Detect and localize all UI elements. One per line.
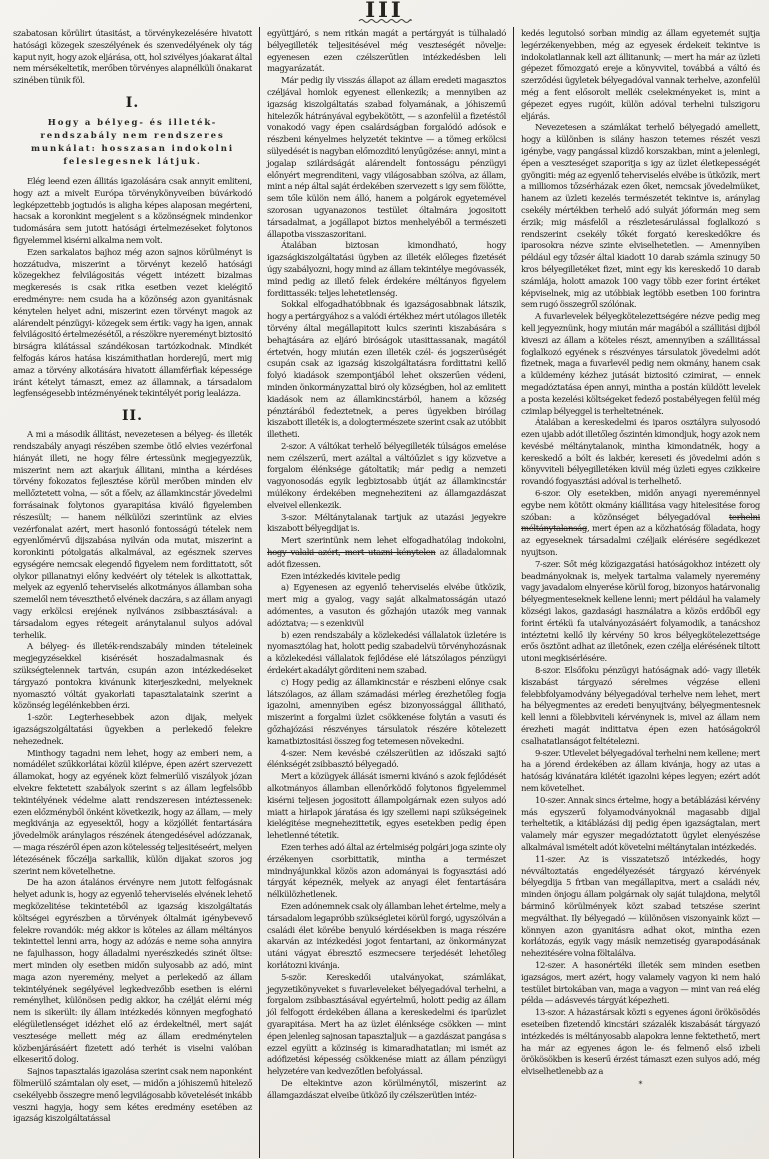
paragraph: 12-szer. A hasonértéki illeték sem minden esetben igazságos, mert azért, hogy valamely vagyon ki nem haló testület birtokában van, maga a vagyon — mint van reá elég példa — adásvevés tárgyát képezheti. (521, 960, 760, 1007)
paragraph: szabatosan körülirt útasitást, a törvénykezelésére hivatott hatósági közegek szeszélyének és szenvedélyének oly tág kaput nyit, hogy azok eljárása, ott, hol szivélyes jóakarat által nem mérsékeltetik, merőben törvényes alapnélküli önakarat szinében tünik föl. (13, 29, 252, 87)
paragraph: A fuvarlevelek bélyegkötelezettségére nézve pedig meg kell jegyeznünk, hogy miután már magából a szállitási dijból kiveszi az állam a köteles részt, amennyiben a szállitással foglalkozó egyének s részvényes társulatok jövedelmi adót fizetnek, maga a fuvarlevél pedig nem okmány, hanem csak a küldemény kézhez jutását biztositó czimirat, — ennek megadóztatása épen annyi, mintha a postán küldött levelek a posta kezelési költségeket fedező postabélyegen felül még czimlap bélyeggel is terheltetnének. (521, 312, 760, 417)
paragraph: Ezen sarkalatos bajhoz még azon sajnos körülményt is hozzátudva, miszerint a törvényt kezelő hatósági közegekhez felvilágositás végett intézett bizalmas megkeresés is csak ritka esetben vezet kielégitő eredményre: nem csuda ha a közönség azon gyanitásnak kénytelen helyet adni, miszerint ezen törvényt magok az alárendelt pénzügyi- közegek sem értik: vagy ha igen, annak felvilágositó értelmezésétől, a részökre nyereményt biztositó birságra kilátással szándékosan tartózkodnak. Mindkét felfogás káros hatása kiszámithatlan horderejű, mert mig amaz a törvény alkotására hivatott államférfiak képessége iránt kételyt támaszt, emez az államnak, a társadalom legfenségesebb intézményének tekintélyét porig lealázza. (13, 247, 252, 400)
paragraph: Elég leend ezen állitás igazolására csak annyit emliteni, hogy azt a mivelt Európa törvénykönyveiben búvárkodó legképzettebb jogtudós is aligha képes alaposan megérteni, hacsak a koronkint megjelent s a közönségnek mindenkor tudomására sem jutott hatósági értelmezéseket folytonos figyelemmel kisérni alkalma nem volt. (13, 176, 252, 246)
text-segment: Mert szerintünk nem lehet elfogadhatólag indokolni, (281, 536, 506, 547)
paragraph: Ezen adónemnek csak oly államban lehet értelme, mely a társadalom legapróbb szükségletei körül forgó, ugyszólván a családi élet körébe benyuló kérdésekben is maga részére akarván az intézkedési jogot fentartani, az önkormányzat utáni vágyat ébresztő eszmecsere terjedését lehetőleg korlátozni kivánja. (267, 901, 506, 971)
paragraph: kedés legutolsó sorban mindig az állam egyetemét sujtja legérzékenyebben, még az egyesek érdekeit tekintve is indokolatlannak kell azt állitanunk; — mert ha már az üzleti gépezet főmozgató ereje a könyvvitel, továbbá a váltó és szerződési ügyletek bélyegadóval vannak terhelve, azonfelül még a fent elősorolt mellék cselekményeket is, mint a gépezet egyes rugóit, külön adóval terhelni tulszigoru eljárás. (521, 29, 760, 122)
paragraph: Ezen terhes adó által az értelmiség polgári joga szinte oly érzékenyen csorbittatik, mintha a természet mindnyájunkkal közös azon adományai is fogyasztási adó tárgyát képeznék, melyek az anyagi élet fentartására nélkülözhetlenek. (267, 842, 506, 901)
paragraph: 8-szor. Elsőfoku pénzügyi hatóságnak adó- vagy illeték kiszabást tárgyazó sérelmes végzése elleni felebbfolyamodvány bélyegadóval terhelve nem lehet, mert ha bélyegmentes az eredeti benyujtvány, bélyegmentesnek kell lenni a fölebbviteli kérvénynek is, mivel az állam nem érezheti magát indittatva épen ezen hatóságokról csalhatatlanságot feltételezni. (521, 666, 760, 747)
struck-text: hogy valaki azért, mert utazni kénytelen (267, 548, 436, 559)
text-columns (6, 27, 767, 1158)
struck-text: terhelni méltánytalanság (521, 512, 760, 535)
section-number: II. (122, 408, 143, 425)
paragraph: A bélyeg- és illeték-rendszabály minden tételeinek megjegyzésekkel kisérését hoszadalmasnak és szükségtelennek tartván, csupán azon intézkedéseket tárgyazó pontokra kivánunk kiterjeszkedni, melyeknek nyomasztó vóltát gyakorlati tapasztalataink szerint a közönség legélénkebben érzi. (13, 642, 252, 712)
paragraph: 1-ször. Legterhesebbek azon dijak, melyek igazságszolgáltatási ügyekben a perlekedő felekre nehezednek. (13, 713, 252, 747)
paragraph: Sajnos tapasztalás igazolása szerint csak nem naponként fölmerülő számtalan oly eset, — midőn a jóhiszemű hitelező csekélyebb összegre menő legvilágosabb követelését inkább veszni hagyja, hogy sem kétes eredmény esetében az igazság kiszolgáltatással (13, 1067, 252, 1125)
paragraph: 11-szer. Az is visszatetsző intézkedés, hogy névváltoztatás engedélyezését tárgyazó kérvények bélyegdija 5 frtban van megállapitva, mert a családi név, minden önjogu állam polgárnak oly saját tulajdona, melytől bárminő körülmények közt szabad tetszése szerint megválthat. Ily bélyegadó — különösen viszonyaink közt — könnyen azon gyanitásra adhat okot, mintha ezen korlátozás, egyik vagy másik nemzetiség gyarapodásának nehezitésére volna föltalálva. (521, 854, 760, 960)
paragraph: Mert a közügyek állását ismerni kivánó s azok fejlődését alkotmányos államban ellenőrködő folytonos figyelemmel kisérni teljesen jogositott állampolgárnak ezen sulyos adó miatt a hirlapok járatása és igy szellemi napi szükségeinek kielégitése megnehezittetik, egyes esetekben pedig épen lehetlenné tétetik. (267, 772, 506, 842)
paragraph: 10-szer. Annak sincs értelme, hogy a betáblázási kérvény más egyszerű folyamodványoknál magasabb dijjal terheltetik, a kitáblázási dij pedig épen igazságtalan, mert valamely már egyszer megadóztatott ügylet elenyészése alkalmával ismételt adót követelni méltánytalan intézkedés. (521, 795, 760, 853)
paragraph: Nevezetesen a számlákat terhelő bélyegadó amellett, hogy a különben is silány haszon tetemes részét veszi igénybe, vagy pangással küzdő korszakban, mint a jelenlegi, épen a veszteséget szaporitja s igy az üzlet életkepességét gyöngiti: még az egyenlő teherviselés elvébe is ütközik, mert a milliomos tőzsérházak ezen őket, nemcsak jövedelmüket, hanem az üzleti kezelés természetét tekintve is, aránylag csekély mértékben terhelő adó sulyát jóformán meg sem érzik; mig másfelől a részletesárulással foglalkozó s rendszerint csekély tőkét forgató kereskedőkre és iparosokra nézve szinte elviselhetetlen. — Amennyiben például egy tőzsér által kiadott 10 darab számla szinugy 50 kros bélyegilletéket fizet, mint egy kis kereskedő 10 darab számlája, holott amazok 100 vagy több ezer forint értéket képviselnek, mig az utóbbiak legtöbb esetben 100 forintra sem rugó összegről szólónak. (521, 123, 760, 311)
paragraph: 7-szer. Sőt még közigazgatási hatóságokhoz intézett oly beadmányoknak is, melyek tartalma valamely nyeremény vagy javadalom elnyerése körül forog, bizonyos határvonalig bélyegmenteseknek kellene lenni; mert például ha valamely községi lakos, gazdasági használatra a közös erdőből egy forint értékü fa utalványozásáért folyamodik, a tanácshoz intéztetni kellő ily kérvény 50 kros bélyegkötelezettsége erős ösztönt adhat az illetőnek, ezen czélja elérésének tiltott utoni megkisérlésére. (521, 559, 760, 665)
paragraph: 13-szor. A házastársak közti s egyenes ágoni örökösödés eseteiben fizetendő kincstári százalék kiszabását tárgyazó intézkedés is méltányosabb alapokra lenne fektethető, mert ha már az egyenes ágon le- és felmenő első izbeli örökösökben is keserű érzést támaszt ezen sulyos adó, még elviselhetlenebb az a (521, 1008, 760, 1078)
paragraph: 4-szer. Nem kevésbé czélszerütlen az időszaki sajtó élénkségét zsibbasztó bélyegadó. (267, 748, 506, 771)
paragraph: Már pedig ily visszás állapot az állam eredeti magasztos czéljával homlok egyenest ellenkezik; a mennyiben az igazság kiszolgáltatás szabad folyamának, a jóhiszemű hitelezők hátrányával egybekötött, — s azonfelül a fizetéstől vonakodó vagy épen csalárdságban forgalódó adósok e részbeni kényelmes helyzetét tekintve — a tömeg erkölcsi sülyedését is nagyban előmozditó lenyűgözése: annyi, mint a jogalap szilárdságát alárendelt fontosságu pénzügyi előnyért megrenditeni, vagy világosabban szólva, az állam, mint a nép által saját érdekében szervezett s igy sem fölötte, sem tőle külön nem álló, hanem a polgárok egyetemével szorosan ugyanazonos testület óltalmára jogositott társadalmat, a jogállapot biztos menhelyéből a természeti állapotba visszaszoritani. (267, 76, 506, 240)
section-number: I. (125, 94, 140, 111)
paragraph: Átalában biztosan kimondható, hogy igazságkiszolgáltatási ügyben az illeték előleges fizetését úgy szabályozni, hogy mind az állam tekintélye megóvassék, mind pedig az illető felek érdekére méltányos figyelem fordittassék: teljes lehetetlenség. (267, 241, 506, 299)
end-mark: * (638, 1079, 643, 1089)
paragraph: De eltekintve azon körülménytől, miszerint az államgazdászat elveibe ütköző ily czélszerütlen intéz- (267, 1078, 506, 1101)
paragraph (267, 536, 506, 571)
column-3 (513, 27, 767, 1158)
text-segment: az álladalomnak adót fizessen. (267, 548, 506, 570)
column-2 (259, 27, 513, 1158)
paragraph: De ha azon átalános érvényre nem jutott felfogásnak helyet adunk is, hogy az egyenlő teherviselés elvének lehető megközelitése tekintetéből az igazság kiszolgáltatás költségei egyrészben a törvények óltalmát igénybevevő felekre rovandók: még akkor is köteles az állam méltányos tekintettel lenni arra, hogy az adózás e neme soha annyira ne fajulhasson, hogy álladalmi nyerészkedés szinét öltse: mert minden oly esetben midőn sulyosabb az adó, mint maga azon nyeremény, melyet a perlekedő az állam tekintélyének segélyével legkedvezőbb esetben is elérni reménylhet, különösen pedig akkor, ha czélját elérni még nem is sikerült: ily állam intézkedés könnyen megfogható elégületlenséget idézhet elő az érdekeltnél, mert saját vesztesége mellett még az állam eredménytelen közbenjárásáért fizetett adó terhét is viselni valóban elkeseritő dolog. (13, 878, 252, 1066)
paragraph: a) Egyenesen az egyenlő teherviselés elvébe ütközik, mert mig a gyalog, vagy saját alkalmatosságán utazó adómentes, a vasuton és gőzhajón utazók meg vannak adóztatva; — s ezenkivül (267, 583, 506, 629)
paragraph: Minthogy tagadni nem lehet, hogy az emberi nem, a nomádélet szűkkorlátai közül kilépve, épen azért szervezett államokat, hogy az egyének közt felmerülő viszályok józan elvekre fektetett szabályok szerint s az állam legfelsőbb tekintélyének védelme alatt rendszeresen intéztessenek: ezen előzményből önként következik, hogy az állam, — mely megkivánja az egyesektől, hogy a közjóllét fentartására jövedelmök aránylagos részének átengedésével adózzanak, — maga részéről épen azon kötelesség teljesitéseért, melyen létezésének főczélja sarkallik, külön dijakat szoros jog szerint nem követelhetne. (13, 748, 252, 877)
text-segment: 6-szor. Oly esetekben, midőn anyagi nyereménnyel egybe nem kötött okmány kiállitása vagy hitelesitése forog szóban: a közönséget bélyegadóval (521, 489, 760, 523)
paragraph: 2-szor. A váltókat terhelő bélyegilleték túlságos emelése nem czélszerű, mert azáltal a váltóűzlet s igy közvetve a forgalom élénksége gátoltatik; már pedig a nemzeti vagyonosodás egyik legbiztosabb útját az államkincstár múlékony érdekében megneheziteni az államgazdászat elveivel ellenkezik. (267, 441, 506, 511)
paragraph: 3-szor. Méltánytalanak tartjuk az utazási jegyekre kiszabott bélyegdijat is. (267, 512, 506, 535)
paragraph: Ezen intézkedés kivitele pedig (281, 571, 401, 582)
page-header (0, 0, 769, 24)
page-number: III (365, 0, 404, 22)
section-title: Hogy a bélyeg- és illeték- rendszabály nem rendszeres munkálat: hosszasan indokolni feleslegesnek látjuk. (30, 117, 234, 167)
text-segment: , mert épen az a közhatóság föladata, hogy az egyeseknek társadalmi czéljaik elérésére segédkezet nyujtson. (521, 524, 760, 559)
column-1 (6, 27, 259, 1158)
paragraph: c) Hogy pedig az államkincstár e részbeni előnye csak látszólagos, az állam számadási mérleg érezhetőleg fogja igazolni, amennyiben egész bizonyossággal állitható, miszerint a forgalmi üzlet csökkenése folytán a vasuti és gőzhajózási részvényes társulatok részére kötelezett kamatbiztositási összeg fog tetemesen növekedni. (267, 677, 506, 747)
paragraph (521, 489, 760, 560)
paragraph: együttjáró, s nem ritkán magát a pertárgyát is túlhaladó bélyegilleték teljesitésével még veszteségét növelje: egyenesen ezen czélszerűtlen intézkedésben leli magyarázatát. (267, 29, 506, 75)
paragraph: Sokkal elfogadhatóbbnak és igazságosabbnak látszik, hogy a pertárgyához s a valódi értékhez mért utólagos illeték törvény által megállapitott kulcs szerinti kiszabására s behajtására az eljáró biróságok utasittassanak, magától értetvén, hogy miután ezen illeték czél- és jogszerüségét csupán csak az igazság kiszolgáltatásra fordittatni kellő folyó kiadások szempontjából lehet okszerűen védeni, minden önkormányzattal biró oly községben, hol az emlitett kiadások nem az államkincstárból, hanem a község pénztárából fedeztetnek, a peres ügyekben biróilag kiszabott illeték is, a dologtermészete szerint csak az utóbbit illetheti. (267, 300, 506, 441)
paragraph: b) ezen rendszabály a közlekedési vállalatok üzletére is nyomasztólag hat, holott pedig szabadelvü törvényhozásnak a közlekedési vállalatok fejlődése elé látszólagos pénzügyi érdekért akadályt görditeni nem szabad. (267, 630, 506, 677)
paragraph: Átalában a kereskedelmi és iparos osztályra sulyosodó ezen ujabb adót illetőleg őszintén kimondjuk, hogy azok nem kevésbé méltánytalanok, mintha kimondatnék, hogy a kereskedő a bólt és lakbér, kereseti és jövedelmi adón s könyvviteli bélyegilletéken kivül még üzleti egyes czikkeire rovandó fogyasztási adóval is terhelhető. (521, 418, 760, 488)
paragraph: A mi a második állitást, nevezetesen a bélyeg- és illeték rendszabály anyagi részében szembe ötlő elvies vezérfonal hiányát illeti, ne hogy félre értessünk megjegyezzük, miszerint nem azt akarjuk állitani, mintha a kérdéses törvény fokozatos fejlesztése körül merőben minden elv mellőztetett volna, — sőt a főelv, az államkincstár jövedelmi forrásainak folytonos gyarapitása kiváló figyelemben részesült; — hanem nélkülözi szerintünk az elvies vezérfonalat azért, mert hasonló fontosságú tételek nem egyenlőmérvű dijszabása nyilván oda mutat, miszerint a koronkinti pótolgatás alkalmával, az egésznek szerves egységére nemcsak elegendő figyelem nem fordittatott, sőt olykor pillanatnyi előny kedvéért oly tételek is alkottattak, melyek az egyenlő teherviselés alkotmányos államban soha szemelől nem téveszthető elvének daczára, s az állam anyagi vagy erkölcsi erejének nyilvános zsibbasztásával: a társadalom egyes rétegeit aránytalanul sulyos adóval terhelik. (13, 430, 252, 641)
paragraph: 5-ször. Kereskedői utalványokat, számlákat, jegyzetikönyveket s fuvarleveleket bélyegadóval terhelni, a forgalom zsibbasztásával egyértelmű, holott pedig az állam jól felfogott érdekében állana a kereskedelmi és iparüzlet gyarapitása. Mert ha az üzlet élénksége csökken — mint épen jelenleg sajnosan tapasztaljuk — a gazdászat pangása s ezzel együtt a közinség is kimaradhatatlan; mi ismét az adófizetési képesség csökkenése miatt az állam pénzügyi helyzetére van kedvezőtlen befolyással. (267, 972, 506, 1078)
paragraph: 9-szer. Utlevelet bélyegadóval terhelni nem kellene; mert ha a jórend érdekében az állam kivánja, hogy az utas a hatóság kivánatára kilétét igazolni képes legyen; ezért adót nem követelhet. (521, 748, 760, 794)
